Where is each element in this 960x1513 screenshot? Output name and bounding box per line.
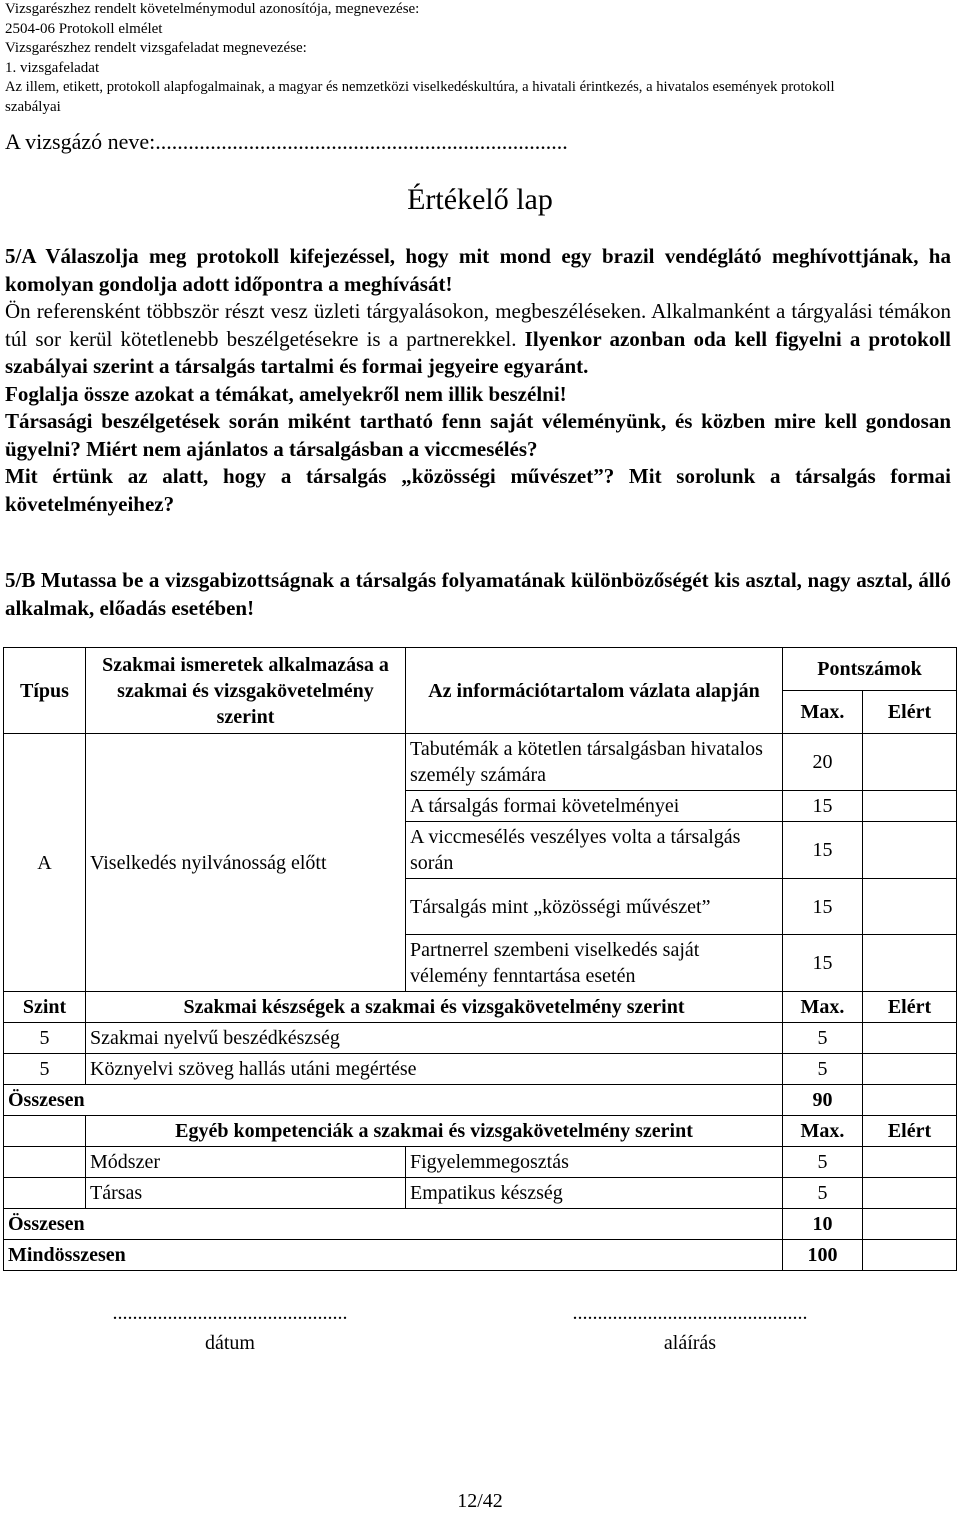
date-signature-block <box>80 1298 380 1358</box>
max-points: 15 <box>783 822 863 879</box>
task-5a-question: 5/A Válaszolja meg protokoll kifejezéssel, hogy mit mond egy brazil vendéglátó meghívottjának, ha komolyan gondolja adott időpontra a meghívását! <box>5 244 951 296</box>
header-knowledge: Szakmai ismeretek alkalmazása a szakmai és vizsgakövetelmény szerint <box>86 648 406 734</box>
achieved-points-cell <box>863 1054 957 1085</box>
subtotal-row <box>4 1085 957 1116</box>
max-points: 20 <box>783 734 863 791</box>
task-5a-sub1: Foglalja össze azokat a témákat, amelyekről nem illik beszélni! <box>5 381 567 406</box>
type-a-description: Viselkedés nyilvánosság előtt <box>86 734 406 992</box>
header-points: Pontszámok <box>783 648 957 691</box>
achieved-points-cell <box>863 1209 957 1240</box>
header-module-name: 2504-06 Protokoll elmélet <box>5 20 163 37</box>
content-item: A társalgás formai követelményei <box>406 791 783 822</box>
achieved-points-cell <box>863 935 957 992</box>
date-line: ............................................... <box>112 1302 348 1324</box>
competency-category: Társas <box>86 1178 406 1209</box>
content-item: Társalgás mint „közösségi művészet” <box>406 879 783 935</box>
signature-block <box>540 1298 840 1358</box>
other-header-row <box>4 1116 957 1147</box>
competency-category: Módszer <box>86 1147 406 1178</box>
header-type: Típus <box>4 648 86 734</box>
achieved-points-cell <box>863 879 957 935</box>
type-a: A <box>4 734 86 992</box>
task-5a-context-text: Ön referensként többször részt vesz üzleti tárgyalásokon, megbeszéléseken. Alkalmanként a tárgyalási témákon túl sor kerül kötetlenebb beszélgetésekre is a partnerekkel. <box>5 299 951 351</box>
max-points: 5 <box>783 1023 863 1054</box>
subtotal-value: 90 <box>783 1085 863 1116</box>
skills-header-row <box>4 992 957 1023</box>
skill-item: Szakmai nyelvű beszédkészség <box>86 1023 783 1054</box>
max-points: 5 <box>783 1054 863 1085</box>
task-5a <box>5 243 951 518</box>
max-points: 15 <box>783 791 863 822</box>
date-label: dátum <box>205 1332 255 1354</box>
signature-line: ............................................... <box>572 1302 808 1324</box>
empty-cell <box>4 1147 86 1178</box>
skills-achieved-header: Elért <box>863 992 957 1023</box>
skills-header: Szakmai készségek a szakmai és vizsgakövetelmény szerint <box>86 992 783 1023</box>
scoring-table <box>3 647 957 1271</box>
signature-label: aláírás <box>663 1332 717 1354</box>
page-title: Értékelő lap <box>407 183 553 216</box>
skill-item: Köznyelvi szöveg hallás utáni megértése <box>86 1054 783 1085</box>
grand-total-row <box>4 1240 957 1271</box>
competency-item: Figyelemmegosztás <box>406 1147 783 1178</box>
content-item: A viccmesélés veszélyes volta a társalgás során <box>406 822 783 879</box>
achieved-points-cell <box>863 791 957 822</box>
page-number: 12/42 <box>457 1490 503 1512</box>
content-item: Partnerrel szembeni viselkedés saját vélemény fenntartása esetén <box>406 935 783 992</box>
max-points: 15 <box>783 879 863 935</box>
empty-cell <box>4 1178 86 1209</box>
achieved-points-cell <box>863 1178 957 1209</box>
skill-level: 5 <box>4 1023 86 1054</box>
competency-item: Empatikus készség <box>406 1178 783 1209</box>
achieved-points-cell <box>863 1240 957 1271</box>
grand-total-label: Mindösszesen <box>4 1240 783 1271</box>
task-5a-context-emphasis: Ilyenkor azonban oda kell figyelni a protokoll szabályai szerint a társalgás tartalmi és formai jegyeire egyaránt. <box>5 326 952 378</box>
other-competencies-header: Egyéb kompetenciák a szakmai és vizsgakövetelmény szerint <box>86 1116 783 1147</box>
task-5b-question: 5/B Mutassa be a vizsgabizottságnak a társalgás folyamatának különbözőségét kis asztal, nagy asztal, álló alkalmak, előadás esetében! <box>5 568 951 620</box>
subtotal-row <box>4 1209 957 1240</box>
table-row <box>4 1178 957 1209</box>
task-5a-context <box>5 298 951 381</box>
achieved-points-cell <box>863 1023 957 1054</box>
achieved-points-cell <box>863 822 957 879</box>
content-item: Tabutémák a kötetlen társalgásban hivatalos személy számára <box>406 734 783 791</box>
subtotal-value: 10 <box>783 1209 863 1240</box>
header-task-number: 1. vizsgafeladat <box>5 59 100 76</box>
task-5a-sub2: Társasági beszélgetések során miként tartható fenn saját véleményünk, és közben mire kell gondosan ügyelni? Miért nem ajánlatos a társalgásban a viccmesélés? <box>5 409 951 461</box>
table-row <box>4 1147 957 1178</box>
achieved-points-cell <box>863 734 957 791</box>
skills-max-header: Max. <box>783 992 863 1023</box>
document-header <box>5 0 955 117</box>
header-max: Max. <box>783 691 863 734</box>
subtotal-label: Összesen <box>4 1209 783 1240</box>
subtotal-label: Összesen <box>4 1085 783 1116</box>
header-content: Az információtartalom vázlata alapján <box>406 648 783 734</box>
examinee-name-line: A vizsgázó neve:........................................................................... <box>5 129 568 154</box>
skill-level: 5 <box>4 1054 86 1085</box>
other-max-header: Max. <box>783 1116 863 1147</box>
max-points: 5 <box>783 1147 863 1178</box>
header-task-title-cont: szabályai <box>5 98 61 115</box>
max-points: 15 <box>783 935 863 992</box>
header-module-label: Vizsgarészhez rendelt követelménymodul azonosítója, megnevezése: <box>5 1 420 17</box>
max-points: 5 <box>783 1178 863 1209</box>
table-row <box>4 1023 957 1054</box>
grand-total-value: 100 <box>783 1240 863 1271</box>
task-5b <box>5 567 951 622</box>
table-row <box>4 1054 957 1085</box>
achieved-points-cell <box>863 1147 957 1178</box>
achieved-points-cell <box>863 1085 957 1116</box>
other-achieved-header: Elért <box>863 1116 957 1147</box>
task-5a-sub3: Mit értünk az alatt, hogy a társalgás „közösségi művészet”? Mit sorolunk a társalgás formai követelményeihez? <box>5 464 951 516</box>
skills-level-header: Szint <box>4 992 86 1023</box>
header-task-title: Az illem, etikett, protokoll alapfogalmainak, a magyar és nemzetközi viselkedéskultúra, a hivatali érintkezés, a hivatalos események protokoll <box>5 79 835 95</box>
table-row <box>4 734 957 791</box>
empty-cell <box>4 1116 86 1147</box>
header-task-label: Vizsgarészhez rendelt vizsgafeladat megnevezése: <box>5 40 307 56</box>
header-achieved: Elért <box>863 691 957 734</box>
